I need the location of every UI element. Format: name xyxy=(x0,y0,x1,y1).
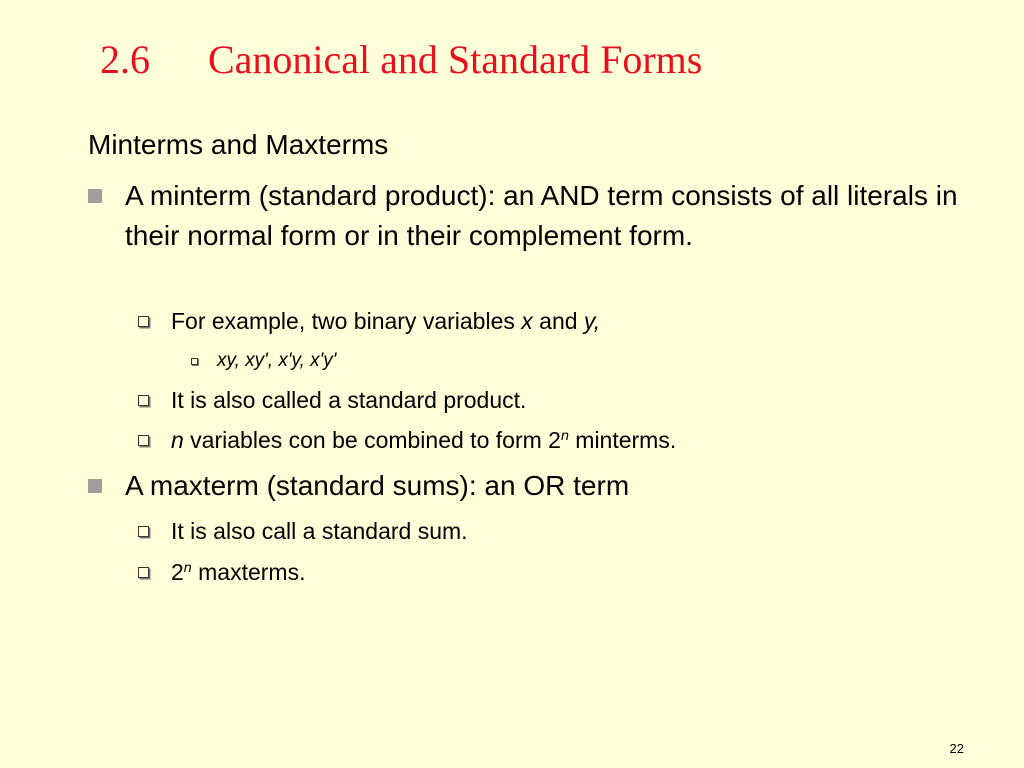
hollow-square-bullet-icon xyxy=(138,316,149,327)
hollow-square-bullet-icon xyxy=(191,358,198,365)
standard-sum-text: It is also call a standard sum. xyxy=(171,518,468,544)
square-bullet-icon xyxy=(88,479,102,493)
minterm-count-text: n variables con be combined to form 2$^n$ minterms. xyxy=(171,427,677,453)
slide-title xyxy=(100,36,702,84)
maxterm-count-text: 2$^n$ maxterms. xyxy=(171,559,306,585)
title-text: Canonical and Standard Forms xyxy=(208,37,703,82)
section-number: 2.6 xyxy=(100,37,150,82)
standard-product-text: It is also called a standard product. xyxy=(171,387,527,413)
example-text: For example, two binary variables x and y, xyxy=(171,308,601,334)
minterm-definition: A minterm (standard product): an AND term consists of all literals in their normal form or in their complement form. xyxy=(125,180,958,251)
square-bullet-icon xyxy=(88,189,102,203)
section-heading: Minterms and Maxterms xyxy=(88,129,389,160)
hollow-square-bullet-icon xyxy=(138,526,149,537)
hollow-square-bullet-icon xyxy=(138,435,149,446)
page-number: 22 xyxy=(949,741,964,756)
hollow-square-bullet-icon xyxy=(138,567,149,578)
maxterm-definition: A maxterm (standard sums): an OR term xyxy=(125,470,630,501)
hollow-square-bullet-icon xyxy=(138,395,149,406)
minterm-terms: xy, xy', x'y, x'y' xyxy=(217,350,337,371)
